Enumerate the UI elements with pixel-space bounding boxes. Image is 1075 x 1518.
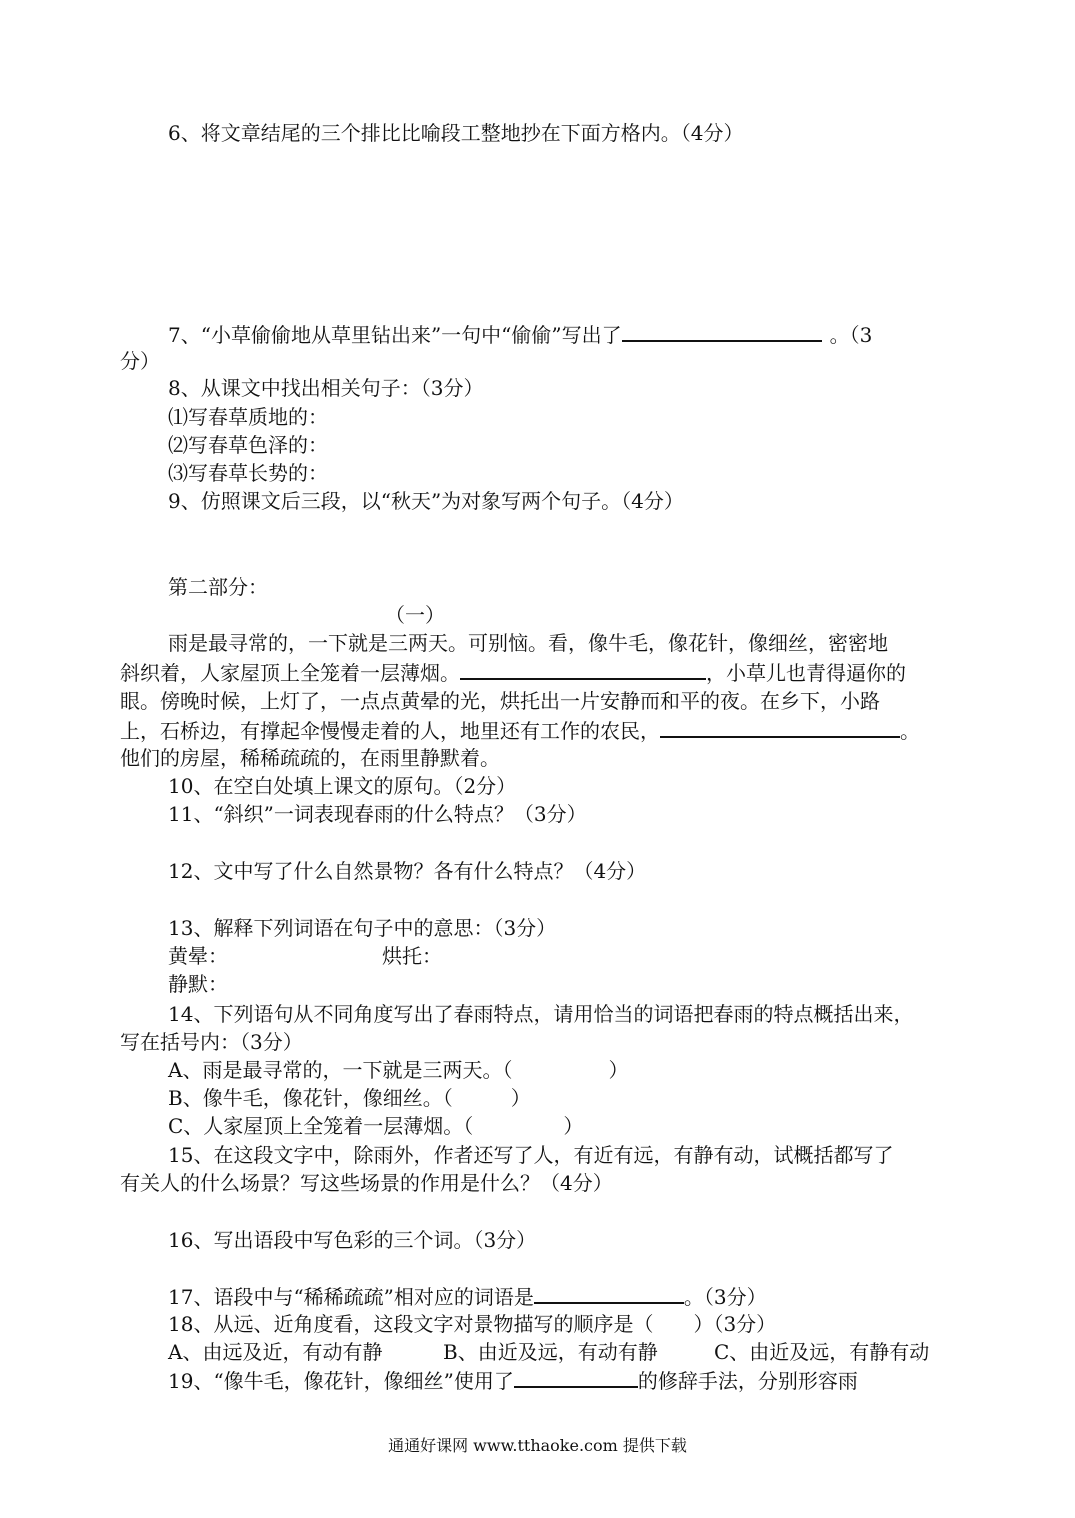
q12-text: 12、文中写了什么自然景物？各有什么特点？（4分） xyxy=(168,859,647,883)
q8-item-3: ⑶写春草长势的： xyxy=(168,461,328,485)
q14-item-b xyxy=(168,1084,531,1112)
q16-text: 16、写出语段中写色彩的三个词。（3分） xyxy=(168,1228,537,1252)
q7-line xyxy=(168,320,872,349)
q13-word-2: 烘托： xyxy=(382,944,442,968)
passage-line-1: 雨是最寻常的，一下就是三两天。可别恼。看，像牛毛，像花针，像细丝，密密地 xyxy=(168,631,888,655)
passage-blank-1[interactable] xyxy=(460,658,706,680)
q8-item-2: ⑵写春草色泽的： xyxy=(168,433,328,457)
q13-title: 13、解释下列词语在句子中的意思：（3分） xyxy=(168,916,557,940)
q17-score: 。（3分） xyxy=(683,1285,767,1309)
part2-heading: 第二部分： xyxy=(168,575,268,599)
q18-text: 18、从远、近角度看，这段文字对景物描写的顺序是（ xyxy=(168,1312,654,1336)
q15-line-1: 15、在这段文字中，除雨外，作者还写了人，有近有远，有静有动，试概括都写了 xyxy=(168,1143,894,1167)
q6-text: 6、将文章结尾的三个排比比喻段工整地抄在下面方格内。（4分） xyxy=(168,121,744,145)
passage-line-3: 眼。傍晚时候，上灯了，一点点黄晕的光，烘托出一片安静而和平的夜。在乡下，小路 xyxy=(120,689,880,713)
q13-word-1: 黄晕： xyxy=(168,944,228,968)
q14-line-2: 写在括号内：（3分） xyxy=(120,1030,303,1054)
q8-item-1: ⑴写春草质地的： xyxy=(168,405,328,429)
q14-item-text: B、像牛毛，像花针，像细丝。（ xyxy=(168,1086,453,1110)
q14-paren: ） xyxy=(563,1114,584,1138)
passage-line-4 xyxy=(120,716,920,745)
passage-text: 斜织着，人家屋顶上全笼着一层薄烟。 xyxy=(120,661,460,685)
passage-text: 上，石桥边，有撑起伞慢慢走着的人，地里还有工作的农民， xyxy=(120,719,660,743)
q8-title: 8、从课文中找出相关句子：（3分） xyxy=(168,376,484,400)
q7-answer-blank[interactable] xyxy=(622,320,822,342)
q7-score: 。（3 xyxy=(829,323,873,347)
q7-score-cont: 分） xyxy=(120,349,160,373)
q18-option-b: B、由近及远，有动有静 xyxy=(443,1340,658,1364)
q15-line-2: 有关人的什么场景？写这些场景的作用是什么？（4分） xyxy=(120,1171,613,1195)
q18-option-c: C、由近及远，有静有动 xyxy=(714,1340,930,1364)
q14-item-text: C、人家屋顶上全笼着一层薄烟。（ xyxy=(168,1114,474,1138)
q18-score: ）（3分） xyxy=(693,1312,777,1336)
q14-item-text: A、雨是最寻常的，一下就是三两天。（ xyxy=(168,1058,513,1082)
q14-paren: ） xyxy=(510,1086,531,1110)
passage-line-2 xyxy=(120,658,906,687)
q9-text: 9、仿照课文后三段，以“秋天”为对象写两个句子。（4分） xyxy=(168,489,684,513)
q19-answer-blank[interactable] xyxy=(514,1366,638,1388)
q10-text: 10、在空白处填上课文的原句。（2分） xyxy=(168,774,517,798)
q17-answer-blank[interactable] xyxy=(534,1282,684,1304)
page-footer: 通通好课网 www.tthaoke.com 提供下载 xyxy=(388,1436,687,1455)
passage-line-5: 他们的房屋，稀稀疏疏的，在雨里静默着。 xyxy=(120,746,500,770)
q17-text: 17、语段中与“稀稀疏疏”相对应的词语是 xyxy=(168,1285,534,1309)
q14-item-c xyxy=(168,1112,583,1140)
q18-line xyxy=(168,1310,776,1338)
q7-text: 7、“小草偷偷地从草里钻出来”一句中“偷偷”写出了 xyxy=(168,323,622,347)
q14-line-1: 14、下列语句从不同角度写出了春雨特点，请用恰当的词语把春雨的特点概括出来， xyxy=(168,1002,914,1026)
passage-blank-2[interactable] xyxy=(660,716,900,738)
section-1-heading: （一） xyxy=(385,603,445,627)
q14-paren: ） xyxy=(608,1058,629,1082)
passage-text: ，小草儿也青得逼你的 xyxy=(706,661,906,685)
q19-text: 19、“像牛毛，像花针，像细丝”使用了 xyxy=(168,1369,514,1393)
q18-option-a: A、由远及近，有动有静 xyxy=(168,1340,383,1364)
q19-text: 的修辞手法，分别形容雨 xyxy=(637,1369,858,1393)
q13-word-3: 静默： xyxy=(168,972,228,996)
q14-item-a xyxy=(168,1056,628,1084)
q17-line xyxy=(168,1282,767,1311)
q11-text: 11、“斜织”一词表现春雨的什么特点？（3分） xyxy=(168,802,587,826)
q19-line xyxy=(168,1366,858,1395)
passage-text: 。 xyxy=(900,719,920,743)
